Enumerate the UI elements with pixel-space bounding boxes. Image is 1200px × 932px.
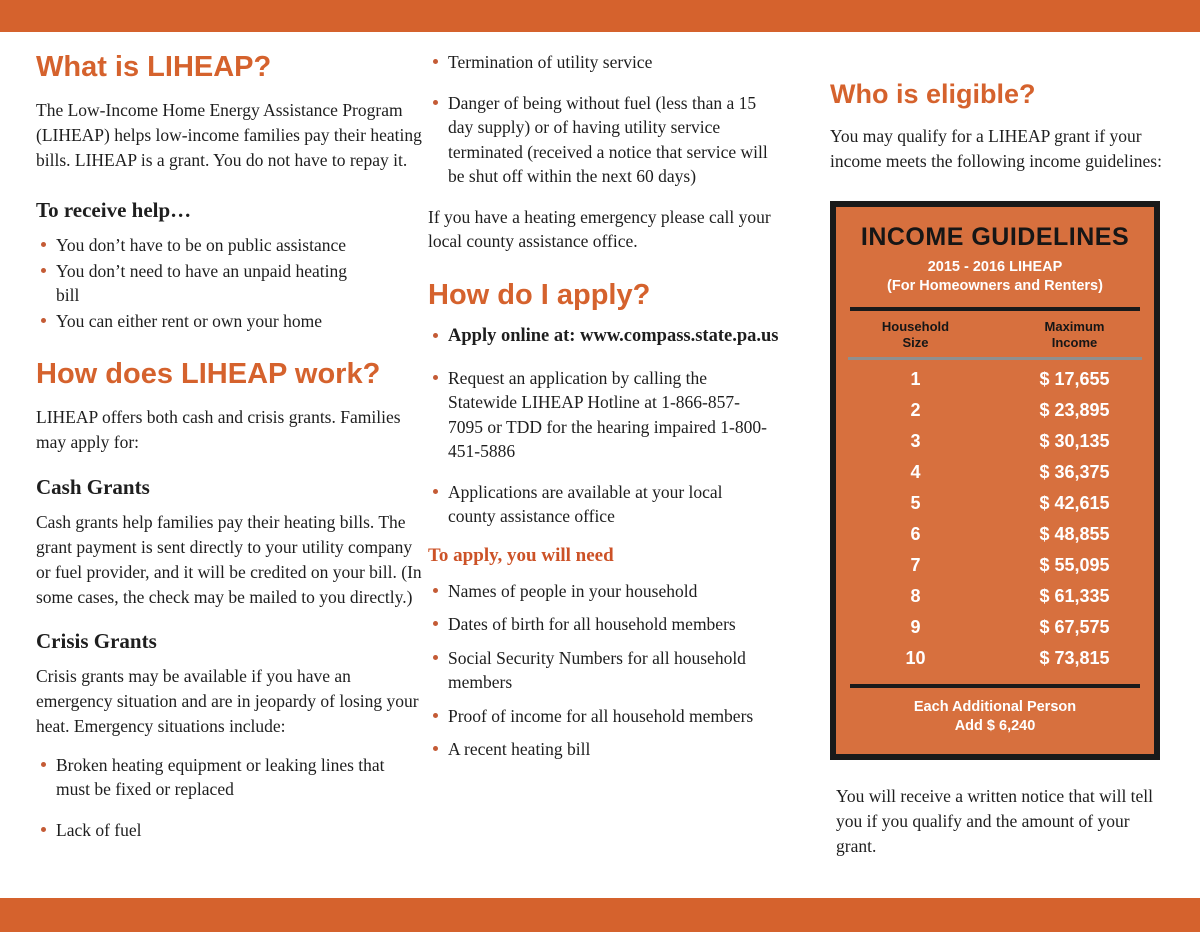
apply-requirements-list — [428, 579, 796, 762]
bullet-icon — [433, 100, 438, 105]
table-row: 2 $ 23,895 — [910, 400, 1110, 421]
bullet-icon — [433, 59, 438, 64]
table-header-row — [836, 319, 1154, 352]
bullet-icon — [433, 746, 438, 751]
column-header-maximum-income: Maximum Income — [1044, 318, 1105, 350]
heating-emergency-list — [428, 50, 796, 189]
what-is-liheap-intro: The Low-Income Home Energy Assistance Program (LIHEAP) helps low-income families pay their heating bills. LIHEAP is a grant. You do not have to repay it. — [36, 99, 422, 170]
bullet-icon — [41, 268, 46, 273]
table-row: 1 $ 17,655 — [910, 369, 1110, 390]
list-item: Proof of income for all household members — [428, 704, 796, 729]
bullet-icon — [433, 333, 438, 338]
right-column — [830, 80, 1172, 872]
list-item: Termination of utility service — [428, 50, 796, 75]
bullet-icon — [433, 489, 438, 494]
heading-who-is-eligible: Who is eligible? — [830, 79, 1036, 109]
list-item: Request an application by calling the Statewide LIHEAP Hotline at 1-866-857-7095 or TDD for the hearing impaired 1-800-451-5886 — [428, 366, 796, 464]
liheap-work-intro: LIHEAP offers both cash and crisis grants. Families may apply for: — [36, 407, 401, 453]
left-column — [36, 52, 428, 858]
receive-help-title: To receive help… — [36, 198, 192, 223]
list-item: You don’t need to have an unpaid heating bill — [36, 259, 428, 308]
list-item: Lack of fuel — [36, 818, 428, 843]
to-apply-you-will-need-title: To apply, you will need — [428, 544, 614, 566]
income-guidelines-table — [830, 201, 1160, 759]
additional-person-note: Each Additional Person Add $ 6,240 — [913, 699, 1077, 734]
table-body — [836, 364, 1154, 674]
middle-column — [428, 50, 796, 771]
list-item: You don’t have to be on public assistance — [36, 233, 428, 258]
table-divider — [850, 684, 1140, 688]
table-row: 8 $ 61,335 — [910, 586, 1110, 607]
list-item: Names of people in your household — [428, 579, 796, 604]
list-item: Danger of being without fuel (less than a 15 day supply) or of having utility service terminated (received a notice that service will be shut off within the next 60 days) — [428, 91, 796, 189]
list-item: Applications are available at your local county assistance office — [428, 480, 796, 529]
top-accent-bar — [0, 0, 1200, 32]
cash-grants-body: Cash grants help families pay their heating bills. The grant payment is sent directly to your utility company or fuel provider, and it will be credited on your bill. (In some cases, the check may be mailed to you directly.) — [36, 512, 422, 607]
crisis-grants-title: Crisis Grants — [36, 629, 157, 654]
table-row: 5 $ 42,615 — [910, 493, 1110, 514]
list-item: Social Security Numbers for all household members — [428, 646, 796, 695]
bottom-accent-bar — [0, 898, 1200, 932]
heading-how-do-i-apply: How do I apply? — [428, 279, 651, 312]
bullet-icon — [433, 621, 438, 626]
table-row: 6 $ 48,855 — [910, 524, 1110, 545]
income-guidelines-title: INCOME GUIDELINES — [860, 223, 1130, 252]
apply-options-list — [428, 324, 796, 529]
bullet-icon — [41, 242, 46, 247]
table-divider — [850, 307, 1140, 311]
column-header-household-size: Household Size — [881, 318, 950, 350]
table-row: 10 $ 73,815 — [905, 648, 1110, 669]
bullet-icon — [41, 827, 46, 832]
list-item: Broken heating equipment or leaking lines that must be fixed or replaced — [36, 753, 428, 802]
heating-emergency-note: If you have a heating emergency please call your local county assistance office. — [428, 206, 771, 252]
heading-how-does-liheap-work: How does LIHEAP work? — [36, 358, 381, 391]
table-row: 9 $ 67,575 — [910, 617, 1110, 638]
eligibility-intro: You may qualify for a LIHEAP grant if your income meets the following income guidelines: — [830, 125, 1162, 171]
cash-grants-title: Cash Grants — [36, 475, 150, 499]
table-row: 3 $ 30,135 — [910, 431, 1110, 452]
table-divider — [848, 357, 1142, 360]
bullet-icon — [433, 588, 438, 593]
emergency-situations-list — [36, 753, 428, 843]
written-notice-note: You will receive a written notice that will tell you if you qualify and the amount of your grant. — [836, 785, 1154, 856]
bullet-icon — [41, 318, 46, 323]
bullet-icon — [433, 713, 438, 718]
income-guidelines-subtitle: 2015 - 2016 LIHEAP — [927, 259, 1063, 276]
bullet-icon — [433, 375, 438, 380]
list-item: A recent heating bill — [428, 737, 796, 762]
income-guidelines-subtitle2: (For Homeowners and Renters) — [887, 277, 1103, 294]
list-item: You can either rent or own your home — [36, 309, 428, 334]
crisis-grants-body: Crisis grants may be available if you have an emergency situation and are in jeopardy of losing your heat. Emergency situations include: — [36, 666, 419, 737]
list-item: Dates of birth for all household members — [428, 612, 796, 637]
bullet-icon — [433, 655, 438, 660]
table-row: 7 $ 55,095 — [910, 555, 1110, 576]
table-row: 4 $ 36,375 — [910, 462, 1110, 483]
list-item: Apply online at: www.compass.state.pa.us — [428, 324, 796, 350]
receive-help-list — [36, 233, 428, 333]
bullet-icon — [41, 762, 46, 767]
heading-what-is-liheap: What is LIHEAP? — [36, 51, 272, 83]
